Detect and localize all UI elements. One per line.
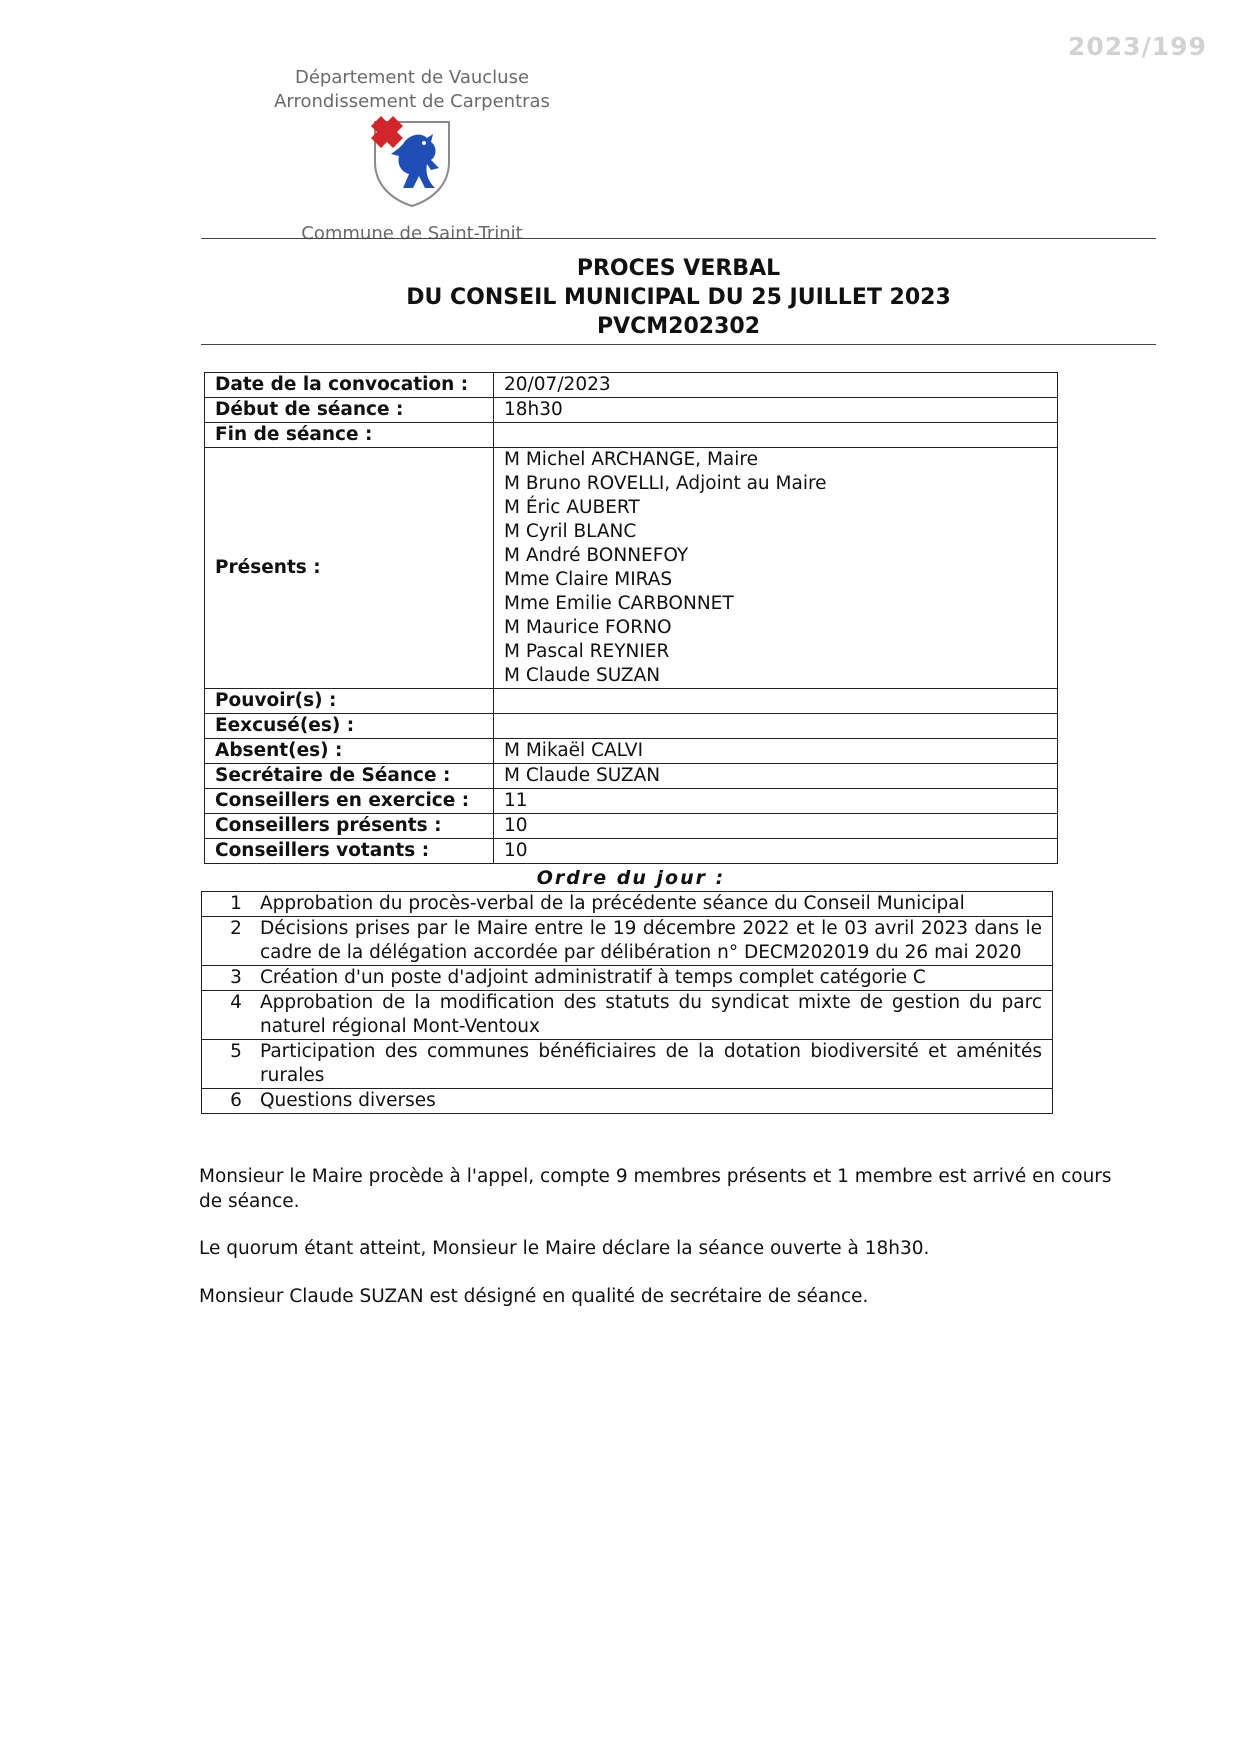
list-item: M Bruno ROVELLI, Adjoint au Maire: [504, 473, 827, 494]
roll-call-paragraph: Monsieur le Maire procède à l'appel, compte 9 membres présents et 1 membre est arrivé en cours de séance.: [199, 1166, 1112, 1212]
convocation-label: Date de la convocation :: [205, 373, 494, 398]
title-line-1: PROCES VERBAL: [576, 256, 781, 281]
presents-label: Présents :: [205, 448, 494, 689]
agenda-item-text: Approbation du procès-verbal de la précédente séance du Conseil Municipal: [260, 892, 1053, 917]
list-item: M Maurice FORNO: [504, 617, 672, 638]
list-item: M André BONNEFOY: [504, 545, 689, 566]
table-row: [202, 917, 1053, 966]
list-item: M Claude SUZAN: [504, 665, 661, 686]
agenda-title: Ordre du jour :: [536, 867, 726, 889]
excused-value: [494, 714, 1058, 739]
bottom-divider: [201, 344, 1156, 345]
excused-label: Eexcusé(es) :: [205, 714, 494, 739]
session-start-label: Début de séance :: [205, 398, 494, 423]
table-row: [205, 764, 1058, 789]
table-row: [205, 814, 1058, 839]
agenda-item-number: 3: [202, 966, 261, 991]
agenda-item-text: Questions diverses: [260, 1089, 1053, 1114]
agenda-table: [201, 891, 1053, 1114]
councillors-present-value: 10: [494, 814, 1058, 839]
agenda-item-number: 4: [202, 991, 261, 1040]
table-row: [205, 689, 1058, 714]
registry-stamp: 2023/199: [1068, 32, 1207, 61]
page-title: [201, 254, 1156, 341]
agenda-item-number: 2: [202, 917, 261, 966]
quorum-paragraph: Le quorum étant atteint, Monsieur le Maire déclare la séance ouverte à 18h30.: [199, 1238, 930, 1259]
absents-value: M Mikaël CALVI: [494, 739, 1058, 764]
table-row: [205, 373, 1058, 398]
session-end-value: [494, 423, 1058, 448]
secretary-value: M Claude SUZAN: [494, 764, 1058, 789]
title-line-2: DU CONSEIL MUNICIPAL DU 25 JUILLET 2023: [406, 285, 951, 310]
proxies-label: Pouvoir(s) :: [205, 689, 494, 714]
list-item: M Pascal REYNIER: [504, 641, 670, 662]
agenda-item-number: 5: [202, 1040, 261, 1089]
table-row: [205, 423, 1058, 448]
letterhead: [262, 66, 562, 246]
table-row: [202, 1040, 1053, 1089]
list-item: M Cyril BLANC: [504, 521, 637, 542]
table-row: [202, 892, 1053, 917]
commune-name: Commune de Saint-Trinit: [301, 223, 523, 244]
table-row: [205, 398, 1058, 423]
agenda-item-text: Décisions prises par le Maire entre le 19 décembre 2022 et le 03 avril 2023 dans le cadre de la délégation accordée par délibération n° DECM202019 du 26 mai 2020: [260, 917, 1053, 966]
councillors-present-label: Conseillers présents :: [205, 814, 494, 839]
list-item: M Éric AUBERT: [504, 497, 640, 518]
title-line-3: PVCM202302: [596, 314, 761, 339]
arrondissement-name: Arrondissement de Carpentras: [274, 91, 550, 112]
agenda-item-text: Approbation de la modification des statuts du syndicat mixte de gestion du parc naturel régional Mont-Ventoux: [260, 991, 1053, 1040]
table-row: [205, 448, 1058, 689]
top-divider: [201, 238, 1156, 239]
agenda-item-number: 6: [202, 1089, 261, 1114]
table-row: [202, 1089, 1053, 1114]
voting-councillors-label: Conseillers votants :: [205, 839, 494, 864]
table-row: [205, 739, 1058, 764]
session-end-label: Fin de séance :: [205, 423, 494, 448]
secretary-paragraph: Monsieur Claude SUZAN est désigné en qualité de secrétaire de séance.: [199, 1286, 869, 1307]
table-row: [205, 714, 1058, 739]
session-start-value: 18h30: [494, 398, 1058, 423]
absents-label: Absent(es) :: [205, 739, 494, 764]
councillors-in-office-label: Conseillers en exercice :: [205, 789, 494, 814]
councillors-in-office-value: 11: [494, 789, 1058, 814]
list-item: M Michel ARCHANGE, Maire: [504, 449, 758, 470]
agenda-item-number: 1: [202, 892, 261, 917]
voting-councillors-value: 10: [494, 839, 1058, 864]
secretary-label: Secrétaire de Séance :: [205, 764, 494, 789]
table-row: [205, 789, 1058, 814]
agenda-item-text: Création d'un poste d'adjoint administratif à temps complet catégorie C: [260, 966, 1053, 991]
session-info-table: [204, 372, 1058, 864]
department-name: Département de Vaucluse: [294, 67, 530, 88]
table-row: [202, 966, 1053, 991]
agenda-item-text: Participation des communes bénéficiaires de la dotation biodiversité et aménités rurales: [260, 1040, 1053, 1089]
convocation-value: 20/07/2023: [494, 373, 1058, 398]
table-row: [202, 991, 1053, 1040]
list-item: Mme Claire MIRAS: [504, 569, 673, 590]
presents-list: [494, 448, 1058, 689]
coat-of-arms-icon: [369, 116, 455, 208]
proxies-value: [494, 689, 1058, 714]
table-row: [205, 839, 1058, 864]
list-item: Mme Emilie CARBONNET: [504, 593, 734, 614]
